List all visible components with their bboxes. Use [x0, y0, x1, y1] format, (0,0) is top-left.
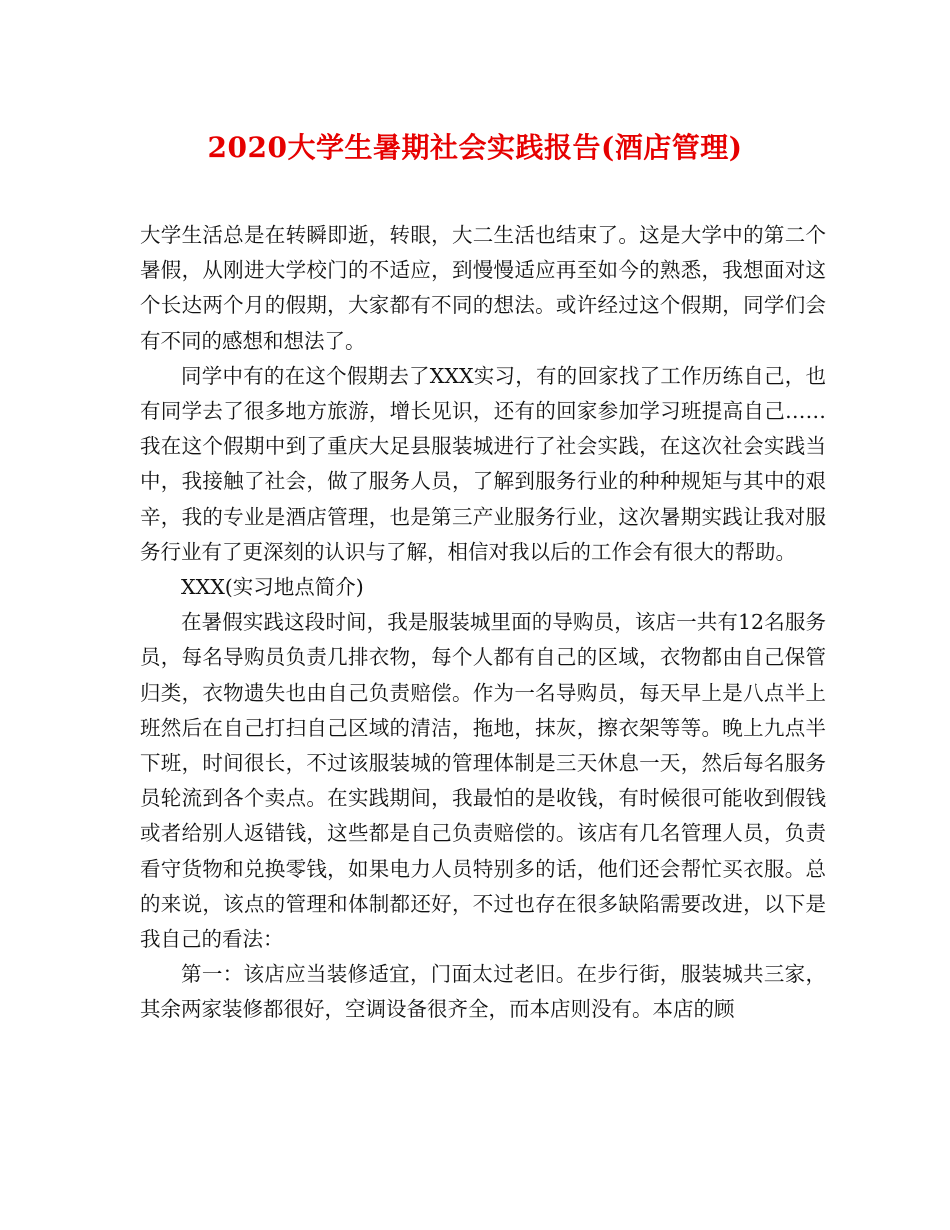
- paragraph-classmates: 同学中有的在这个假期去了XXX实习，有的回家找了工作历练自己，也有同学去了很多地方旅游，增长见识，还有的回家参加学习班提高自己……我在这个假期中到了重庆大足县服装城进行了社会实践，在这次社会实践当中，我接触了社会，做了服务人员，了解到服务行业的种种规矩与其中的艰辛，我的专业是酒店管理，也是第三产业服务行业，这次暑期实践让我对服务行业有了更深刻的认识与了解，相信对我以后的工作会有很大的帮助。: [140, 363, 826, 564]
- paragraph-point-one: 第一：该店应当装修适宜，门面太过老旧。在步行街，服装城共三家，其余两家装修都很好，空调设备很齐全，而本店则没有。本店的顾: [140, 962, 826, 1022]
- document-body: [140, 218, 826, 1028]
- paragraph-location-heading: XXX(实习地点简介): [181, 575, 364, 600]
- paragraph-intro: 大学生活总是在转瞬即逝，转眼，大二生活也结束了。这是大学中的第二个暑假，从刚进大学校门的不适应，到慢慢适应再至如今的熟悉，我想面对这个长达两个月的假期，大家都有不同的想法。或许经过这个假期，同学们会有不同的感想和想法了。: [140, 223, 826, 353]
- document-title: 2020大学生暑期社会实践报告(酒店管理): [207, 131, 743, 164]
- paragraph-practice: 在暑假实践这段时间，我是服装城里面的导购员，该店一共有12名服务员，每名导购员负责几排衣物，每个人都有自己的区域，衣物都由自己保管归类，衣物遗失也由自己负责赔偿。作为一名导购员，每天早上是八点半上班然后在自己打扫自己区域的清洁，拖地，抹灰，擦衣架等等。晚上九点半下班，时间很长，不过该服装城的管理体制是三天休息一天，然后每名服务员轮流到各个卖点。在实践期间，我最怕的是收钱，有时候很可能收到假钱或者给别人返错钱，这些都是自己负责赔偿的。该店有几名管理人员，负责看守货物和兑换零钱，如果电力人员特别多的话，他们还会帮忙买衣服。总的来说，该点的管理和体制都还好，不过也存在很多缺陷需要改进，以下是我自己的看法：: [140, 610, 826, 952]
